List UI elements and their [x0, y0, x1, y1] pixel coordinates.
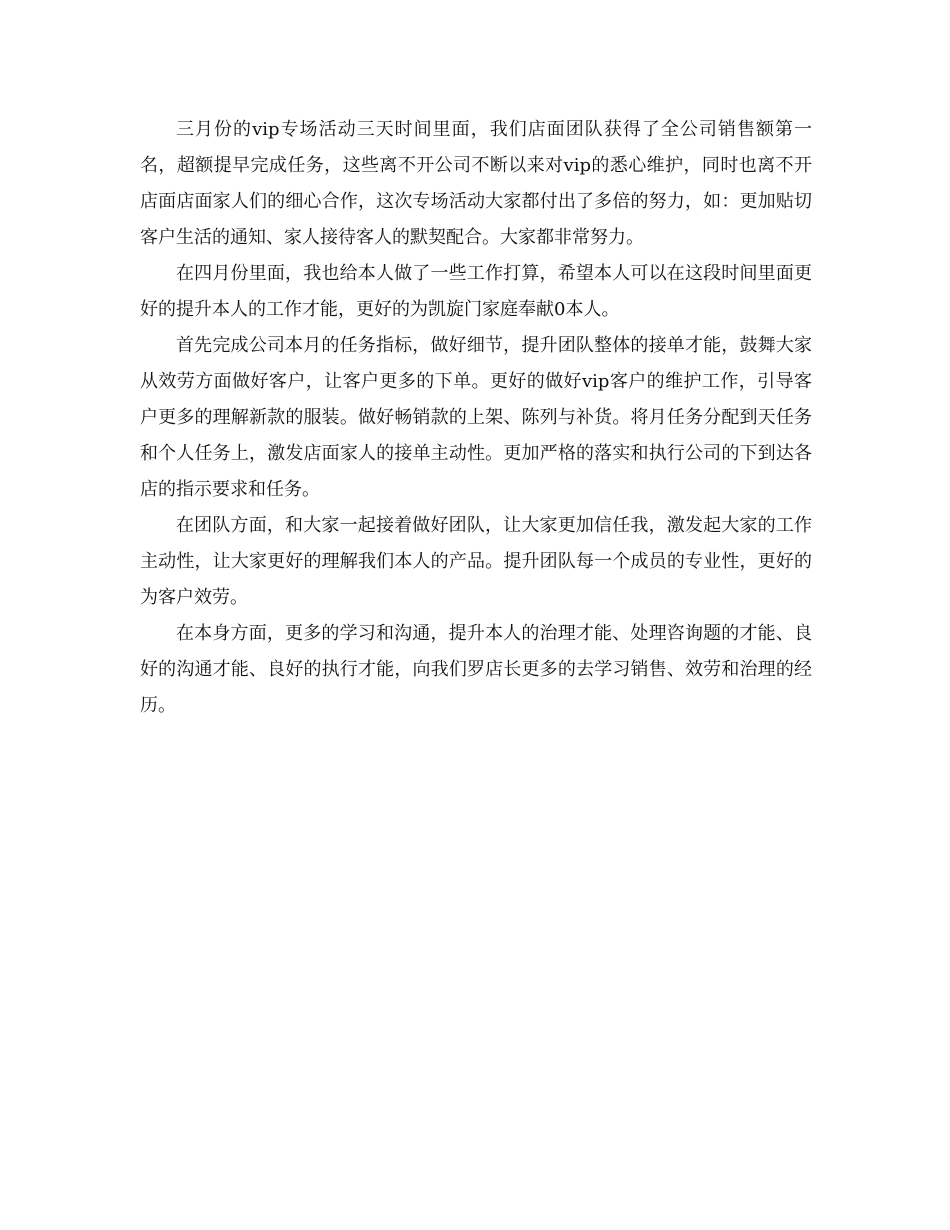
paragraph-4: 在团队方面，和大家一起接着做好团队，让大家更加信任我，激发起大家的工作主动性，让大家更好的理解我们本人的产品。提升团队每一个成员的专业性，更好的为客户效劳。 — [140, 515, 812, 608]
document-body — [140, 112, 812, 724]
paragraph-5: 在本身方面，更多的学习和沟通，提升本人的治理才能、处理咨询题的才能、良好的沟通才能、良好的执行才能，向我们罗店长更多的去学习销售、效劳和治理的经历。 — [140, 623, 812, 716]
paragraph-1: 三月份的vip专场活动三天时间里面，我们店面团队获得了全公司销售额第一名，超额提早完成任务，这些离不开公司不断以来对vip的悉心维护，同时也离不开店面店面家人们的细心合作，这次专场活动大家都付出了多倍的努力，如：更加贴切客户生活的通知、家人接待客人的默契配合。大家都非常努力。 — [140, 119, 812, 248]
paragraph-3: 首先完成公司本月的任务指标，做好细节，提升团队整体的接单才能，鼓舞大家从效劳方面做好客户，让客户更多的下单。更好的做好vip客户的维护工作，引导客户更多的理解新款的服装。做好畅销款的上架、陈列与补货。将月任务分配到天任务和个人任务上，激发店面家人的接单主动性。更加严格的落实和执行公司的下到达各店的指示要求和任务。 — [140, 335, 812, 500]
paragraph-2: 在四月份里面，我也给本人做了一些工作打算，希望本人可以在这段时间里面更好的提升本人的工作才能，更好的为凯旋门家庭奉献0本人。 — [140, 263, 812, 320]
